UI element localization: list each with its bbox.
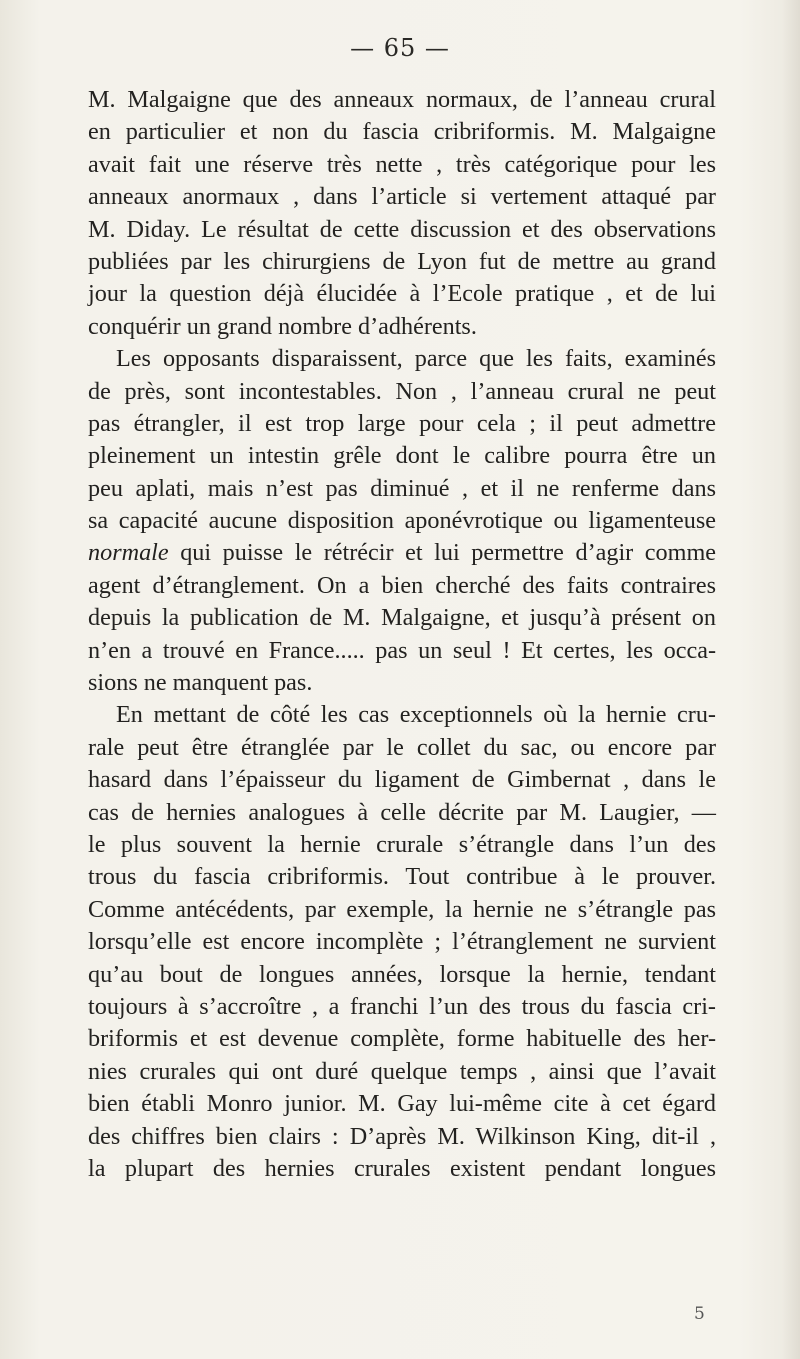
text-line: anneaux anormaux , dans l’article si vertement attaqué par bbox=[88, 183, 716, 211]
text-line: agent d’étranglement. On a bien cherché des faits contraires bbox=[88, 571, 716, 599]
text-line: avait fait une réserve très nette , très catégorique pour les bbox=[88, 150, 716, 178]
text-line: nies crurales qui ont duré quelque temps , ainsi que l’avait bbox=[88, 1057, 716, 1085]
signature-mark: 5 bbox=[694, 1304, 705, 1324]
italic-word: normale bbox=[88, 539, 169, 567]
text-line: pleinement un intestin grêle dont le calibre pourra être un bbox=[88, 442, 716, 470]
text-line: des chiffres bien clairs : D’après M. Wilkinson King, dit-il , bbox=[88, 1122, 716, 1150]
text-line: jour la question déjà élucidée à l’Ecole pratique , et de lui bbox=[88, 280, 716, 308]
text-line: en particulier et non du fascia cribriformis. M. Malgaigne bbox=[88, 118, 716, 146]
text-line: rale peut être étranglée par le collet du sac, ou encore par bbox=[88, 733, 716, 761]
text-line: le plus souvent la hernie crurale s’étrangle dans l’un des bbox=[88, 830, 716, 858]
text-line: bien établi Monro junior. M. Gay lui-même cite à cet égard bbox=[88, 1090, 716, 1118]
text-line: sions ne manquent pas. bbox=[88, 669, 313, 697]
text-line: pas étrangler, il est trop large pour cela ; il peut admettre bbox=[88, 409, 716, 437]
page-edge-shadow bbox=[782, 0, 800, 1359]
text-line: toujours à s’accroître , a franchi l’un des trous du fascia cri- bbox=[88, 992, 716, 1020]
text-line: hasard dans l’épaisseur du ligament de Gimbernat , dans le bbox=[88, 766, 716, 794]
text-fragment: qui puisse le rétrécir et lui permettre d’agir comme bbox=[168, 539, 716, 567]
text-line bbox=[88, 537, 716, 569]
text-line: sa capacité aucune disposition aponévrotique ou ligamenteuse bbox=[88, 507, 716, 535]
text-line: depuis la publication de M. Malgaigne, et jusqu’à présent on bbox=[88, 604, 716, 632]
page-number: — 65 — bbox=[350, 34, 450, 62]
text-line: M. Malgaigne que des anneaux normaux, de l’anneau crural bbox=[88, 86, 716, 113]
text-line: n’en a trouvé en France..... pas un seul ! Et certes, les occa- bbox=[88, 636, 716, 664]
text-line: Les opposants disparaissent, parce que les faits, examinés bbox=[116, 345, 716, 373]
text-line: publiées par les chirurgiens de Lyon fut de mettre au grand bbox=[88, 247, 716, 275]
text-line: de près, sont incontestables. Non , l’anneau crural ne peut bbox=[88, 377, 716, 405]
text-line: cas de hernies analogues à celle décrite par M. Laugier, — bbox=[88, 798, 716, 826]
text-line: Comme antécédents, par exemple, la hernie ne s’étrangle pas bbox=[88, 895, 716, 923]
text-line: M. Diday. Le résultat de cette discussion et des observations bbox=[88, 215, 716, 243]
text-line: peu aplati, mais n’est pas diminué , et il ne renferme dans bbox=[88, 474, 716, 502]
text-line: lorsqu’elle est encore incomplète ; l’étranglement ne survient bbox=[88, 928, 716, 956]
text-line: trous du fascia cribriformis. Tout contribue à le prouver. bbox=[88, 863, 716, 891]
text-line: qu’au bout de longues années, lorsque la hernie, tendant bbox=[88, 960, 716, 988]
text-line: En mettant de côté les cas exceptionnels où la hernie cru- bbox=[116, 701, 716, 729]
text-line: briformis et est devenue complète, forme habituelle des her- bbox=[88, 1025, 716, 1053]
body-text bbox=[88, 84, 716, 1185]
text-line: conquérir un grand nombre d’adhérents. bbox=[88, 312, 477, 340]
text-line: la plupart des hernies crurales existent pendant longues bbox=[88, 1154, 716, 1182]
